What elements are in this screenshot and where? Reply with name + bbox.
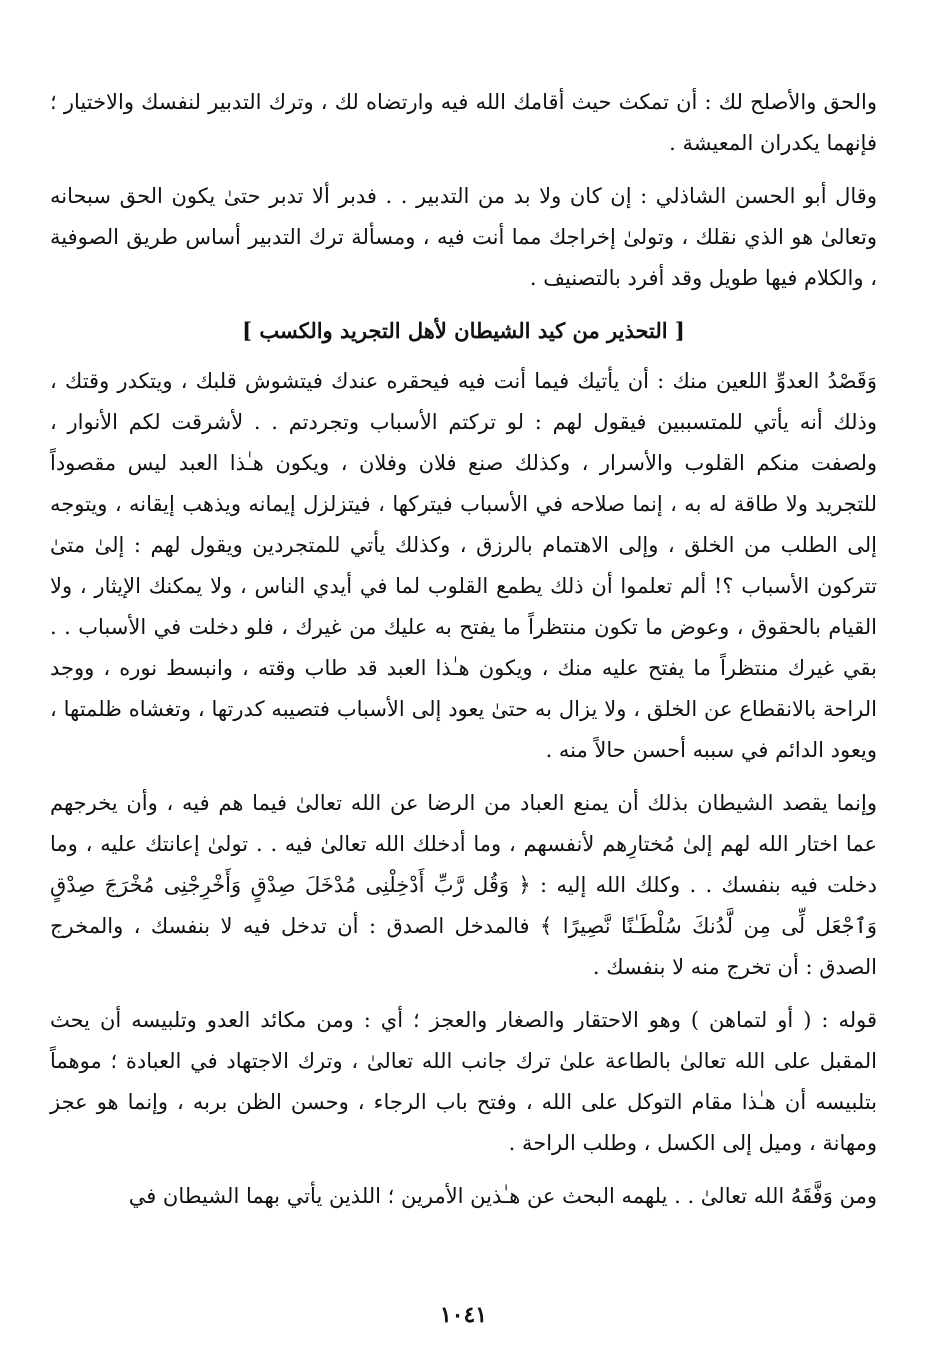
page-body bbox=[50, 82, 877, 1217]
section-heading: [ التحذير من كيد الشيطان لأهل التجريد والكسب ] bbox=[242, 318, 685, 343]
page-number: ١٠٤١ bbox=[439, 1302, 488, 1328]
paragraph-satan-purpose: وإنما يقصد الشيطان بذلك أن يمنع العباد من الرضا عن الله تعالىٰ فيما هم فيه ، وأن يخرجهم عما اختار الله لهم إلىٰ مُختارِهم لأنفسهم ، وما أدخلك الله تعالىٰ فيه . . تولىٰ إعانتك عليه ، وما دخلت فيه بنفسك . . وكلك الله إليه : ﴿ وَقُل رَّبِّ أَدْخِلْنِى مُدْخَلَ صِدْقٍ وَأَخْرِجْنِى مُخْرَجَ صِدْقٍ وَٱجْعَل لِّى مِن لَّدُنكَ سُلْطَـٰنًا نَّصِيرًا ﴾ فالمدخل الصدق : أن تدخل فيه لا بنفسك ، والمخرج الصدق : أن تخرج منه لا بنفسك . bbox=[50, 791, 877, 979]
paragraph-commentary: قوله : ( أو لتماهن ) وهو الاحتقار والصغار والعجز ؛ أي : ومن مكائد العدو وتلبيسه أن يحث المقبل على الله تعالىٰ بالطاعة علىٰ ترك جانب الله تعالىٰ ، وترك الاجتهاد في العبادة ؛ موهماً بتلبيسه أن هـٰذا مقام التوكل على الله ، وفتح باب الرجاء ، وحسن الظن بربه ، وإنما هو عجز ومهانة ، وميل إلى الكسل ، وطلب الراحة . bbox=[50, 1008, 877, 1155]
paragraph-shadhili-quote: وقال أبو الحسن الشاذلي : إن كان ولا بد من التدبير . . فدبر ألا تدبر حتىٰ يكون الحق سبحانه وتعالىٰ هو الذي نقلك ، وتولىٰ إخراجك مما أنت فيه ، ومسألة ترك التدبير أساس طريق الصوفية ، والكلام فيها طويل وقد أفرد بالتصنيف . bbox=[50, 184, 877, 290]
paragraph-right-course: والحق والأصلح لك : أن تمكث حيث أقامك الله فيه وارتضاه لك ، وترك التدبير لنفسك والاختيار ؛ فإنهما يكدران المعيشة . bbox=[50, 90, 877, 155]
paragraph-continuation: ومن وَفَّقَهُ الله تعالىٰ . . يلهمه البحث عن هـٰذين الأمرين ؛ اللذين يأتي بهما الشيطان في bbox=[128, 1184, 877, 1208]
paragraph-enemy-intent: وَقَصْدُ العدوِّ اللعين منك : أن يأتيك فيما أنت فيه فيحقره عندك فيتشوش قلبك ، ويتكدر وقتك ، وذلك أنه يأتي للمتسببين فيقول لهم : لو تركتم الأسباب وتجردتم . . لأشرقت لكم الأنوار ، ولصفت منكم القلوب والأسرار ، وكذلك صنع فلان وفلان ، ويكون هـٰذا العبد ليس مقصوداً للتجريد ولا طاقة له به ، إنما صلاحه في الأسباب فيتركها ، فيتزلزل إيمانه ويذهب إيقانه ، ويتوجه إلى الطلب من الخلق ، وإلى الاهتمام بالرزق ، وكذلك يأتي للمتجردين ويقول لهم : إلىٰ متىٰ تتركون الأسباب ؟! ألم تعلموا أن ذلك يطمع القلوب لما في أيدي الناس ، ولا يمكنك الإيثار ، ولا القيام بالحقوق ، وعوض ما تكون منتظراً ما يفتح به عليك من غيرك ، فلو دخلت في الأسباب . . بقي غيرك منتظراً ما يفتح عليه منك ، ويكون هـٰذا العبد قد طاب وقته ، وانبسط نوره ، ووجد الراحة بالانقطاع عن الخلق ، ولا يزال به حتىٰ يعود إلى الأسباب فتصيبه كدرتها ، وتغشاه ظلمتها ، ويعود الدائم في سببه أحسن حالاً منه . bbox=[50, 369, 877, 762]
